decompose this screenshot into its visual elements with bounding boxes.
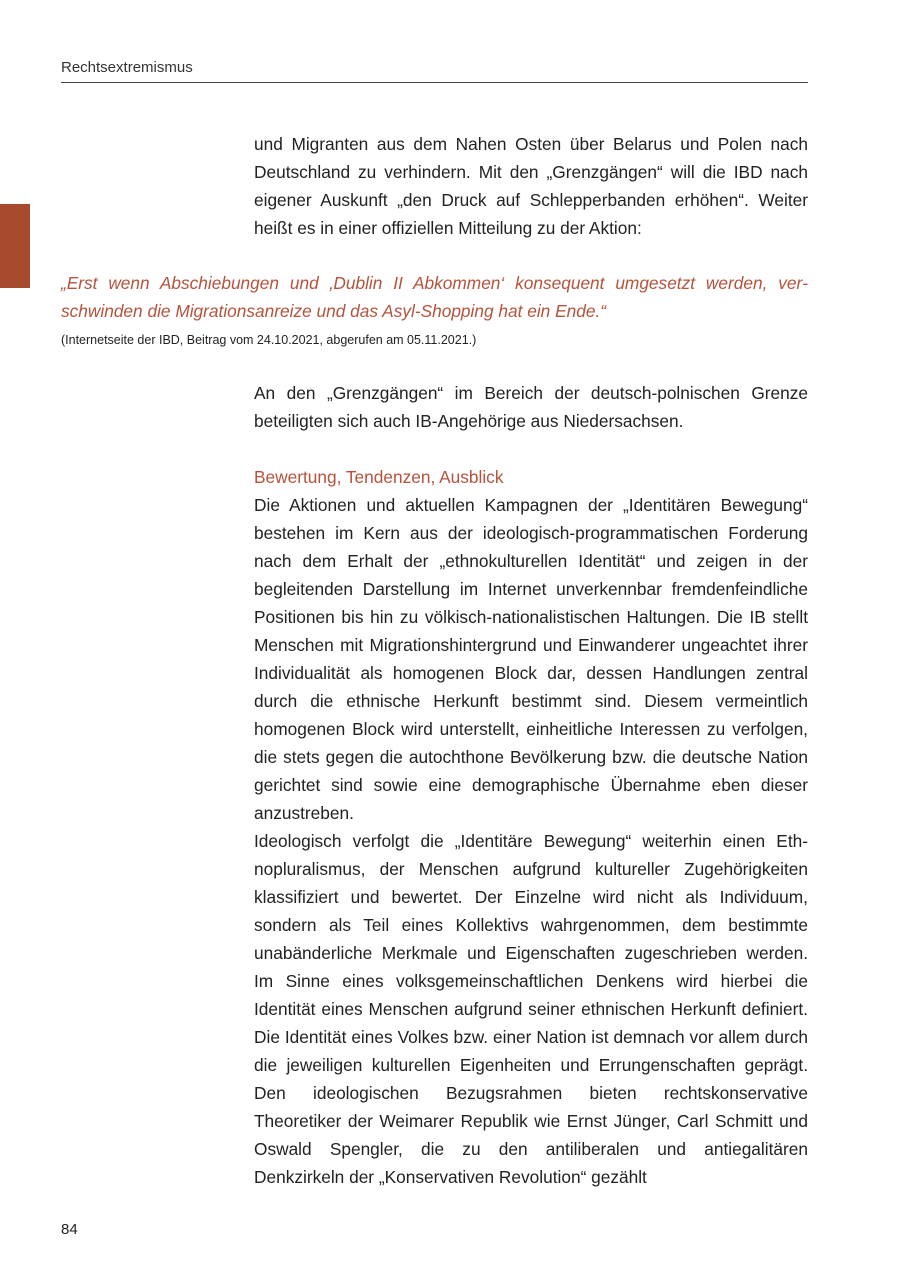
quote-source: (Internetseite der IBD, Beitrag vom 24.10.2021, abgerufen am 05.11.2021.): [61, 333, 477, 347]
block-quote: „Erst wenn Abschiebungen und ‚Dublin II Abkommen‘ konsequent umgesetzt werden, verschwinden die Migrationsanreize und das Asyl-Shopping hat ein Ende.“: [61, 273, 808, 321]
section-paragraph-2: Ideologisch verfolgt die „Identitäre Bewegung“ weiterhin einen Ethnopluralismus, der Menschen aufgrund kultureller Zugehörigkeiten klassifiziert und bewertet. Der Einzelne wird nicht als Individuum, sondern als Teil eines Kollektivs wahrgenommen, dem bestimmte unabänderliche Merkmale und Eigenschaften zugeschrieben werden. Im Sinne eines volksgemeinschaftlichen Denkens wird hierbei die Identität eines Menschen aufgrund seiner ethnischen Herkunft definiert. Die Identität eines Volkes bzw. einer Nation ist demnach vor allem durch die jeweiligen kulturellen Eigenheiten und Errungenschaften geprägt. Den ideologischen Bezugsrahmen bieten rechtskonservative Theoretiker der Weimarer Republik wie Ernst Jünger, Carl Schmitt und Oswald Spengler, die zu den antiliberalen und antiegalitären Denkzirkeln der „Konservativen Revolution“ gezählt: [254, 831, 808, 1187]
running-title: Rechtsextremismus: [61, 59, 193, 76]
page-header: [61, 58, 808, 83]
assessment-section: [254, 463, 808, 1191]
after-quote-block: [254, 379, 808, 435]
intro-block: [254, 130, 808, 242]
intro-paragraph: und Migranten aus dem Nahen Osten über Belarus und Polen nach Deutschland zu verhindern. Mit den „Grenzgängen“ will die IBD nach eigener Auskunft „den Druck auf Schlepperbanden erhöhen“. Weiter heißt es in einer offiziellen Mitteilung zu der Aktion:: [254, 134, 808, 238]
section-heading: Bewertung, Tendenzen, Ausblick: [254, 467, 504, 487]
after-quote-paragraph: An den „Grenzgängen“ im Bereich der deutsch-polnischen Grenze beteiligten sich auch IB-Angehörige aus Niedersachsen.: [254, 383, 808, 431]
section-paragraph-1: Die Aktionen und aktuellen Kampagnen der „Identitären Bewegung“ bestehen im Kern aus der ideologisch-programmatischen Forderung nach dem Erhalt der „ethnokulturellen Identität“ und zeigen in der begleitenden Darstellung im Internet unverkennbar fremdenfeindliche Positionen bis hin zu völkisch-nationalistischen Haltungen. Die IB stellt Menschen mit Migrationshintergrund und Einwanderer ungeachtet ihrer Individualität als homogenen Block dar, dessen Handlungen zentral durch die ethnische Herkunft bestimmt sind. Diesem vermeintlich homogenen Block wird unterstellt, einheitliche Interessen zu verfolgen, die stets gegen die autochthone Bevölkerung bzw. die deutsche Nation gerichtet sind sowie eine demographische Übernahme eben dieser anzustreben.: [254, 495, 808, 823]
page-number: 84: [61, 1221, 78, 1238]
chapter-side-marker: [0, 204, 30, 288]
